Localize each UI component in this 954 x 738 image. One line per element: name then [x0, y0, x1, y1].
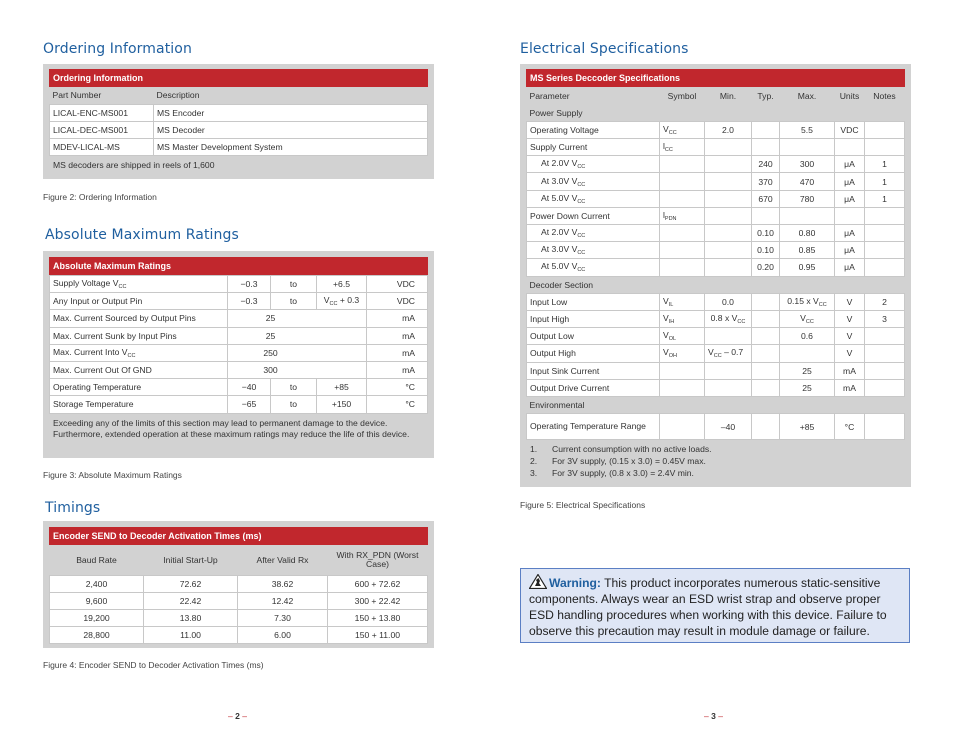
after-valid-rx: 6.00 [238, 627, 328, 644]
elec-heading: Electrical Specifications [520, 41, 689, 57]
table-cell: μA [835, 225, 865, 242]
to: to [271, 276, 317, 293]
table-cell [752, 328, 780, 345]
table-cell: At 5.0V $V_{CC}$ [527, 259, 660, 276]
value: 25 [228, 310, 367, 327]
column-header: Initial Start-Up [163, 554, 218, 565]
param: Max. Current Sourced by Output Pins [50, 310, 228, 327]
table-header-row [50, 545, 428, 575]
table-cell [705, 225, 752, 242]
min: −65 [228, 396, 271, 413]
page-number-right: – 3 – [704, 711, 723, 721]
table-cell: 0.8 x $V_{CC}$ [705, 310, 752, 327]
initial-start-up: 13.80 [144, 609, 238, 626]
table-cell: 0.15 x $V_{CC}$ [780, 293, 835, 310]
table-cell: $l_{PDN}$ [660, 207, 705, 224]
table-cell: $V_{CC} - 0.7$ [705, 345, 752, 362]
table-cell [752, 207, 780, 224]
ordering-heading: Ordering Information [43, 41, 192, 57]
table-cell [752, 293, 780, 310]
table-cell [865, 379, 905, 396]
table-cell [752, 414, 780, 440]
table-row [527, 190, 905, 207]
table-cell [705, 242, 752, 259]
table-cell: °C [835, 414, 865, 440]
absmax-heading: Absolute Maximum Ratings [45, 227, 239, 243]
table-cell [660, 414, 705, 440]
page-number-left: – 2 – [228, 711, 247, 721]
value: 300 [228, 361, 367, 378]
table-cell: 2.0 [705, 121, 752, 138]
esd-warning-box [520, 568, 910, 643]
table-row [50, 379, 428, 396]
table-cell: At 5.0V $V_{CC}$ [527, 190, 660, 207]
table-row [527, 225, 905, 242]
unit: VDC [367, 276, 428, 293]
table-cell: Input High [527, 310, 660, 327]
description: MS Encoder [154, 104, 428, 121]
table-cell: Power Down Current [527, 207, 660, 224]
table-cell: Operating Temperature Range [527, 414, 660, 440]
ordering-table-title: Ordering Information [49, 69, 428, 87]
column-header: Parameter [529, 90, 570, 101]
table-row [50, 344, 428, 361]
unit: mA [367, 310, 428, 327]
param: Operating Temperature [50, 379, 228, 396]
table-cell: $V_{OL}$ [660, 328, 705, 345]
to: to [271, 396, 317, 413]
min: −40 [228, 379, 271, 396]
min: −0.3 [228, 293, 271, 310]
table-row [50, 327, 428, 344]
table-row [527, 345, 905, 362]
table-cell [660, 362, 705, 379]
section-row [527, 396, 905, 413]
table-cell: V [835, 310, 865, 327]
table-cell: μA [835, 173, 865, 190]
section-row [527, 276, 905, 293]
table-cell [660, 379, 705, 396]
warning-text: This product incorporates numerous static-sensitive components. Always wear an ESD wrist strap and observe proper ESD handling procedures when working with this device. Failure to observe this precaution may result in module damage or failure. [529, 576, 887, 638]
table-row [50, 575, 428, 592]
baud-rate: 28,800 [50, 627, 144, 644]
table-cell: 1 [865, 190, 905, 207]
table-row [527, 156, 905, 173]
table-cell [865, 139, 905, 156]
table-cell: 0.80 [780, 225, 835, 242]
table-cell: V [835, 345, 865, 362]
table-cell [780, 207, 835, 224]
column-header: Baud Rate [76, 554, 117, 565]
table-row [50, 276, 428, 293]
footnote: 2. For 3V supply, (0.15 x 3.0) = 0.45V max. [530, 456, 706, 467]
table-cell: μA [835, 259, 865, 276]
table-cell [835, 207, 865, 224]
table-cell: $V_{CC}$ [660, 121, 705, 138]
table-cell [752, 379, 780, 396]
figure-caption: Figure 2: Ordering Information [43, 192, 157, 202]
table-cell: +85 [780, 414, 835, 440]
table-cell: mA [835, 362, 865, 379]
timings-table-panel [43, 521, 434, 648]
max: $V_{CC} + 0.3$ [317, 293, 367, 310]
table-cell: Input Low [527, 293, 660, 310]
table-cell [705, 259, 752, 276]
table-cell [660, 156, 705, 173]
value: 250 [228, 344, 367, 361]
to: to [271, 379, 317, 396]
table-row [527, 139, 905, 156]
elec-table [526, 87, 905, 440]
table-cell: $l_{CC}$ [660, 139, 705, 156]
table-cell: Supply Current [527, 139, 660, 156]
after-valid-rx: 12.42 [238, 592, 328, 609]
param: Max. Current Into $V_{CC}$ [50, 344, 228, 361]
table-cell [865, 121, 905, 138]
unit: mA [367, 344, 428, 361]
table-cell [660, 259, 705, 276]
table-cell: $V_{OH}$ [660, 345, 705, 362]
table-cell: Operating Voltage [527, 121, 660, 138]
after-valid-rx: 38.62 [238, 575, 328, 592]
column-header: Symbol [667, 90, 697, 101]
table-cell: Input Sink Current [527, 362, 660, 379]
initial-start-up: 11.00 [144, 627, 238, 644]
max: +150 [317, 396, 367, 413]
table-cell: 0.85 [780, 242, 835, 259]
figure-caption: Figure 4: Encoder SEND to Decoder Activation Times (ms) [43, 660, 264, 670]
table-cell: 370 [752, 173, 780, 190]
table-row [527, 259, 905, 276]
table-cell [660, 242, 705, 259]
with-rx-pdn: 300 + 22.42 [328, 592, 428, 609]
table-cell [752, 362, 780, 379]
table-cell: 0.6 [780, 328, 835, 345]
table-row [527, 414, 905, 440]
table-cell: μA [835, 156, 865, 173]
table-cell: At 2.0V $V_{CC}$ [527, 225, 660, 242]
with-rx-pdn: 600 + 72.62 [328, 575, 428, 592]
baud-rate: 19,200 [50, 609, 144, 626]
param: Max. Current Sunk by Input Pins [50, 327, 228, 344]
table-header-row [527, 87, 905, 104]
table-cell: 25 [780, 362, 835, 379]
table-cell [780, 139, 835, 156]
unit: mA [367, 361, 428, 378]
table-row [50, 609, 428, 626]
table-cell: 240 [752, 156, 780, 173]
table-cell: At 3.0V $V_{CC}$ [527, 242, 660, 259]
table-cell [752, 139, 780, 156]
table-cell: 3 [865, 310, 905, 327]
ordering-table-panel [43, 64, 434, 179]
table-row [50, 104, 428, 121]
param: Storage Temperature [50, 396, 228, 413]
param: Any Input or Output Pin [50, 293, 228, 310]
table-cell: V [835, 293, 865, 310]
absmax-note: Exceeding any of the limits of this section may lead to permanent damage to the device. Furthermore, extended operation at these maximum ratings may reduce the life of this device. [53, 417, 410, 439]
timings-heading: Timings [45, 500, 101, 516]
table-cell: 0.20 [752, 259, 780, 276]
timings-table [49, 545, 428, 644]
section-row [527, 104, 905, 121]
timings-table-title: Encoder SEND to Decoder Activation Times (ms) [49, 527, 428, 545]
table-cell [835, 139, 865, 156]
table-cell: Environmental [529, 399, 585, 410]
table-row [50, 592, 428, 609]
table-cell [865, 362, 905, 379]
esd-warning-icon [529, 574, 547, 589]
column-header: With RX_PDN (Worst Case) [336, 549, 419, 569]
table-cell: 5.5 [780, 121, 835, 138]
table-cell [752, 121, 780, 138]
table-row [50, 139, 428, 156]
param: Supply Voltage $V_{CC}$ [50, 276, 228, 293]
column-header: Min. [719, 90, 737, 101]
table-cell: –40 [705, 414, 752, 440]
table-cell: $V_{CC}$ [780, 310, 835, 327]
absmax-table-panel [43, 251, 434, 458]
part-number: LICAL-DEC-MS001 [50, 121, 154, 138]
table-cell: V [835, 328, 865, 345]
table-cell [865, 328, 905, 345]
table-cell: VDC [835, 121, 865, 138]
to: to [271, 293, 317, 310]
table-cell [705, 190, 752, 207]
with-rx-pdn: 150 + 13.80 [328, 609, 428, 626]
table-cell [660, 173, 705, 190]
table-cell: At 2.0V $V_{CC}$ [527, 156, 660, 173]
table-row [527, 293, 905, 310]
baud-rate: 9,600 [50, 592, 144, 609]
table-cell [705, 207, 752, 224]
unit: °C [367, 379, 428, 396]
param: Max. Current Out Of GND [50, 361, 228, 378]
value: 25 [228, 327, 367, 344]
table-cell: $V_{IL}$ [660, 293, 705, 310]
table-cell: Output High [527, 345, 660, 362]
max: +6.5 [317, 276, 367, 293]
table-cell [705, 173, 752, 190]
table-cell [660, 225, 705, 242]
ordering-table [49, 87, 428, 156]
table-row [50, 310, 428, 327]
table-row [50, 361, 428, 378]
table-cell [865, 225, 905, 242]
absmax-table-title: Absolute Maximum Ratings [49, 257, 428, 275]
column-header: After Valid Rx [256, 554, 309, 565]
table-row [527, 310, 905, 327]
table-cell [752, 345, 780, 362]
warning-label: Warning: [549, 576, 601, 590]
table-row [527, 207, 905, 224]
description: MS Master Development System [154, 139, 428, 156]
column-header: Description [156, 90, 200, 101]
description: MS Decoder [154, 121, 428, 138]
table-cell [705, 328, 752, 345]
table-row [527, 121, 905, 138]
table-cell: 1 [865, 173, 905, 190]
table-cell: mA [835, 379, 865, 396]
table-row [527, 173, 905, 190]
table-cell: 670 [752, 190, 780, 207]
max: +85 [317, 379, 367, 396]
footnote: 1. Current consumption with no active loads. [530, 444, 712, 455]
table-cell [865, 345, 905, 362]
part-number: MDEV-LICAL-MS [50, 139, 154, 156]
after-valid-rx: 7.30 [238, 609, 328, 626]
column-header: Typ. [757, 90, 774, 101]
column-header: Max. [797, 90, 817, 101]
table-cell [705, 362, 752, 379]
table-cell [705, 139, 752, 156]
initial-start-up: 22.42 [144, 592, 238, 609]
table-row [527, 328, 905, 345]
column-header: Notes [873, 90, 896, 101]
table-cell: 2 [865, 293, 905, 310]
footnote: 3. For 3V supply, (0.8 x 3.0) = 2.4V min. [530, 468, 694, 479]
baud-rate: 2,400 [50, 575, 144, 592]
table-cell: 0.95 [780, 259, 835, 276]
table-cell: 25 [780, 379, 835, 396]
table-cell: 470 [780, 173, 835, 190]
table-cell: 0.0 [705, 293, 752, 310]
table-cell: 300 [780, 156, 835, 173]
table-cell [865, 259, 905, 276]
part-number: LICAL-ENC-MS001 [50, 104, 154, 121]
section-label: Power Supply [529, 107, 583, 118]
table-cell [865, 242, 905, 259]
table-row [50, 121, 428, 138]
table-cell: 0.10 [752, 242, 780, 259]
table-cell: Output Drive Current [527, 379, 660, 396]
table-row [527, 242, 905, 259]
table-cell [705, 156, 752, 173]
table-cell: At 3.0V $V_{CC}$ [527, 173, 660, 190]
unit: mA [367, 327, 428, 344]
table-cell: 780 [780, 190, 835, 207]
column-header: Units [839, 90, 860, 101]
table-cell [752, 310, 780, 327]
table-cell [660, 190, 705, 207]
column-header: Part Number [52, 90, 102, 101]
with-rx-pdn: 150 + 11.00 [328, 627, 428, 644]
elec-table-title: MS Series Deccoder Specifications [526, 69, 905, 87]
table-row [527, 379, 905, 396]
table-header-row [50, 87, 428, 104]
elec-table-panel [520, 64, 911, 487]
table-cell: $V_{IH}$ [660, 310, 705, 327]
elec-notes [526, 440, 905, 479]
table-cell: μA [835, 242, 865, 259]
table-cell [865, 414, 905, 440]
table-cell: Output Low [527, 328, 660, 345]
table-cell [705, 379, 752, 396]
table-row [50, 627, 428, 644]
table-row [527, 362, 905, 379]
figure-caption: Figure 5: Electrical Specifications [520, 500, 646, 510]
figure-caption: Figure 3: Absolute Maximum Ratings [43, 470, 182, 480]
table-cell: 1 [865, 156, 905, 173]
table-row [50, 293, 428, 310]
unit: °C [367, 396, 428, 413]
table-cell: Decoder Section [529, 279, 594, 290]
table-row [50, 396, 428, 413]
table-cell [780, 345, 835, 362]
table-cell [865, 207, 905, 224]
min: −0.3 [228, 276, 271, 293]
ordering-note: MS decoders are shipped in reels of 1,600 [53, 160, 215, 171]
table-cell: μA [835, 190, 865, 207]
unit: VDC [367, 293, 428, 310]
initial-start-up: 72.62 [144, 575, 238, 592]
absmax-table [49, 275, 428, 414]
table-cell: 0.10 [752, 225, 780, 242]
